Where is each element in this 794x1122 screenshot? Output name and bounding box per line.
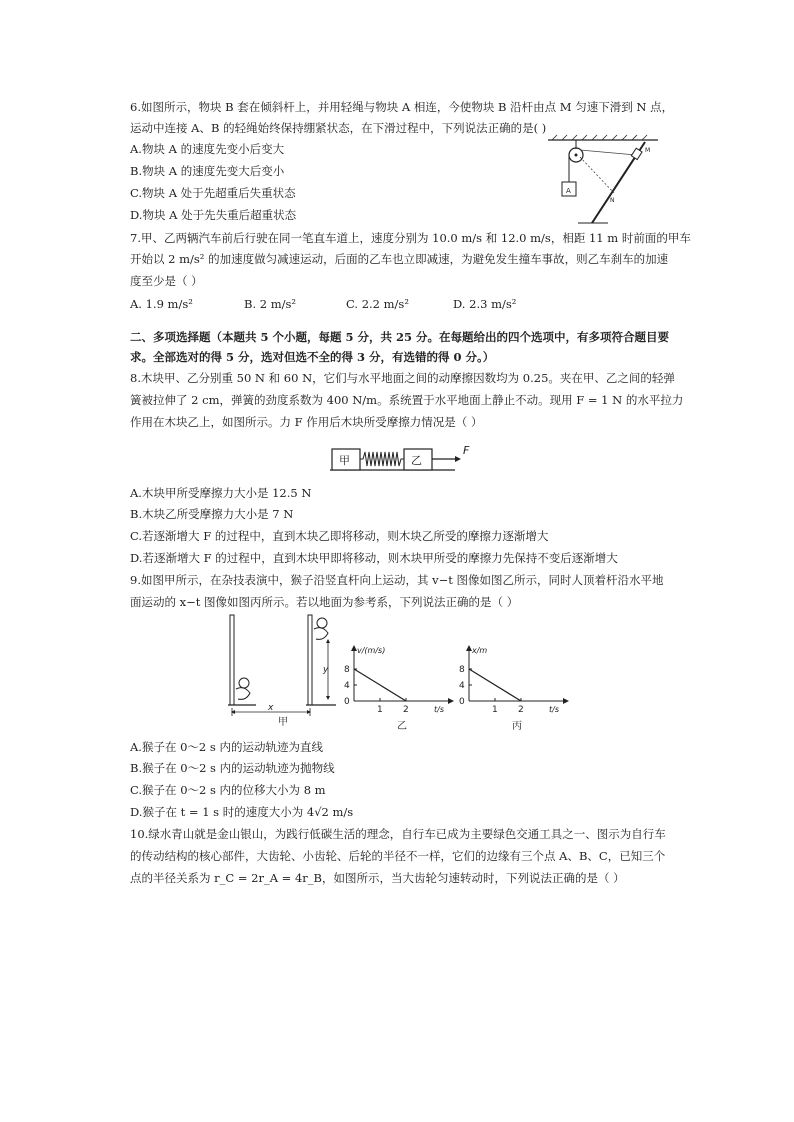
q8-label-yi: 乙 xyxy=(411,454,422,467)
q9-caption-yi: 乙 xyxy=(397,721,407,732)
q6-option-c[interactable]: C.物块 A 处于先超重后失重状态 xyxy=(130,186,296,200)
q9-caption-bing: 丙 xyxy=(512,721,522,732)
q7-option-a[interactable]: A. 1.9 m/s² xyxy=(130,297,193,311)
q9-yi-line xyxy=(354,669,406,701)
q9-stem-line2: 面运动的 x−t 图像如图丙所示。若以地面为参考系，下列说法正确的是（ ） xyxy=(130,595,519,609)
q8-label-f: F xyxy=(463,444,470,457)
q7-stem-line2: 开始以 2 m/s² 的加速度做匀减速运动，后面的乙车也立即减速，为避免发生撞车事故，则乙车刹车的加速 xyxy=(130,252,669,266)
q9-chart-yi xyxy=(340,645,458,733)
q7-stem-line1: 7.甲、乙两辆汽车前后行驶在同一笔直车道上，速度分别为 10.0 m/s 和 12.0 m/s，相距 11 m 时前面的甲车 xyxy=(130,231,691,245)
q10-stem-line3: 点的半径关系为 r_C = 2r_A = 4r_B，如图所示，当大齿轮匀速转动时，下列说法正确的是（ ） xyxy=(130,871,625,885)
q10-stem-line2: 的传动结构的核心部件，大齿轮、小齿轮、后轮的半径不一样，它们的边缘有三个点 A、B、C，已知三个 xyxy=(130,849,666,863)
q8-spring xyxy=(360,452,404,466)
section2-desc1: （本题共 5 个小题，每题 5 分，共 25 分。在每题给出的四个选项中，有多项符合题目要 xyxy=(210,330,670,344)
q8-option-c[interactable]: C.若逐渐增大 F 的过程中，直到木块乙即将移动，则木块乙所受的摩擦力逐渐增大 xyxy=(130,529,549,543)
q9-yi-ytick-0: 0 xyxy=(344,697,350,707)
q9-bing-ylabel: x/m xyxy=(472,646,488,655)
q6-label-a: A xyxy=(566,187,571,195)
q7-option-c[interactable]: C. 2.2 m/s² xyxy=(346,297,409,311)
q9-caption-jia: 甲 xyxy=(278,717,288,728)
q9-yi-ytick-8: 8 xyxy=(344,665,350,675)
q9-yi-ylabel: v/(m/s) xyxy=(357,646,386,655)
q9-figure-jia xyxy=(228,615,343,730)
q9-label-x: x xyxy=(268,703,274,713)
q7-stem-line3: 度至少是（ ） xyxy=(130,274,203,288)
q9-bing-line xyxy=(469,669,521,701)
q8-label-jia: 甲 xyxy=(339,454,350,467)
q9-yi-xlabel: t/s xyxy=(434,705,444,714)
q7-option-d[interactable]: D. 2.3 m/s² xyxy=(453,297,517,311)
q9-stem-line1: 9.如图甲所示，在杂技表演中，猴子沿竖直杆向上运动，其 v−t 图像如图乙所示，同时人顶着杆沿水平地 xyxy=(130,573,664,587)
q9-bing-ytick-4: 4 xyxy=(459,681,465,691)
q8-option-a[interactable]: A.木块甲所受摩擦力大小是 12.5 N xyxy=(130,486,312,500)
q9-yi-xtick-2: 2 xyxy=(403,705,409,715)
q9-chart-bing xyxy=(455,645,573,733)
q8-stem-line2: 簧被拉伸了 2 cm，弹簧的劲度系数为 400 N/m。系统置于水平地面上静止不动。现用 F = 1 N 的水平拉力 xyxy=(130,393,684,407)
q9-option-b[interactable]: B.猴子在 0～2 s 内的运动轨迹为抛物线 xyxy=(130,761,335,775)
q9-bing-xlabel: t/s xyxy=(549,705,559,714)
q6-option-a[interactable]: A.物块 A 的速度先变小后变大 xyxy=(130,142,285,156)
q8-stem-line3: 作用在木块乙上，如图所示。力 F 作用后木块所受摩擦力情况是（ ） xyxy=(130,415,483,429)
q9-bing-ytick-8: 8 xyxy=(459,665,465,675)
section2-title: 二、多项选择题 xyxy=(130,330,211,344)
q6-stem-line2: 运动中连接 A、B 的轻绳始终保持绷紧状态，在下滑过程中，下列说法正确的是( ) xyxy=(130,121,547,135)
q9-option-d[interactable]: D.猴子在 t = 1 s 时的速度大小为 4√2 m/s xyxy=(130,805,354,819)
q8-stem-line1: 8.木块甲、乙分别重 50 N 和 60 N，它们与水平地面之间的动摩擦因数均为 0.25。夹在甲、乙之间的轻弹 xyxy=(130,371,675,385)
q9-option-a[interactable]: A.猴子在 0～2 s 内的运动轨迹为直线 xyxy=(130,740,323,754)
q9-bing-xtick-2: 2 xyxy=(518,705,524,715)
q9-label-y: y xyxy=(323,665,329,675)
q9-yi-xtick-1: 1 xyxy=(377,705,383,715)
q6-option-d[interactable]: D.物块 A 处于先失重后超重状态 xyxy=(130,208,297,222)
q6-option-b[interactable]: B.物块 A 的速度先变大后变小 xyxy=(130,164,285,178)
section2-heading xyxy=(130,330,669,344)
q9-monkey-icon xyxy=(239,678,249,688)
q8-figure xyxy=(330,440,490,472)
q9-bing-xtick-1: 1 xyxy=(492,705,498,715)
q6-figure xyxy=(548,135,668,227)
q8-option-d[interactable]: D.若逐渐增大 F 的过程中，直到木块甲即将移动，则木块甲所受的摩擦力先保持不变后逐渐增大 xyxy=(130,551,618,565)
q9-yi-ytick-4: 4 xyxy=(344,681,350,691)
q6-label-m: M xyxy=(645,147,651,154)
section2-desc2: 求。全部选对的得 5 分，选对但选不全的得 3 分，有选错的得 0 分。） xyxy=(130,350,495,364)
q7-option-b[interactable]: B. 2 m/s² xyxy=(244,297,297,311)
q9-bing-ytick-0: 0 xyxy=(459,697,465,707)
q6-label-n: N xyxy=(610,197,615,204)
q10-stem-line1: 10.绿水青山就是金山银山，为践行低碳生活的理念，自行车已成为主要绿色交通工具之一、图示为自行车 xyxy=(130,827,666,841)
q6-stem-line1: 6.如图所示，物块 B 套在倾斜杆上，并用轻绳与物块 A 相连，今使物块 B 沿杆由点 M 匀速下滑到 N 点， xyxy=(130,100,674,114)
q9-option-c[interactable]: C.猴子在 0～2 s 内的位移大小为 8 m xyxy=(130,783,326,797)
q8-option-b[interactable]: B.木块乙所受摩擦力大小是 7 N xyxy=(130,507,294,521)
